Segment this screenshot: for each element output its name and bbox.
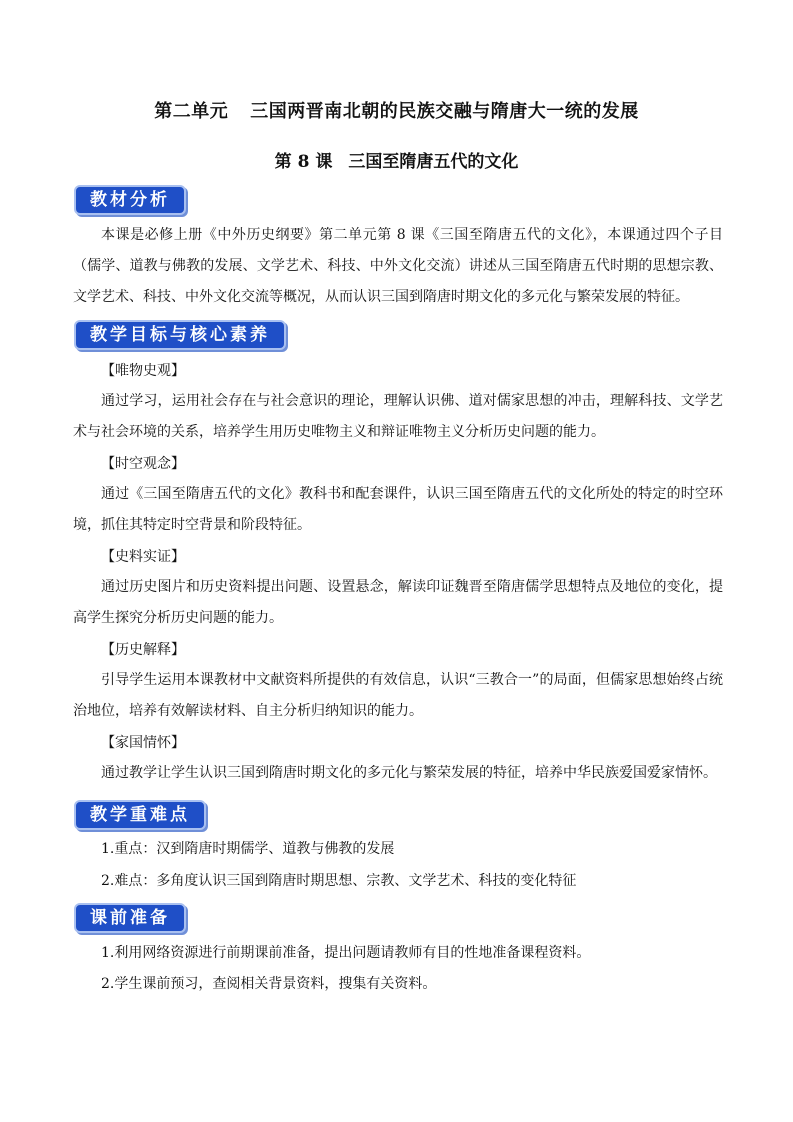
objective-text-materialism: 通过学习，运用社会存在与社会意识的理论，理解认识佛、道对儒家思想的冲击，理解科技、文学艺术与社会环境的关系，培养学生用历史唯物主义和辩证唯物主义分析历史问题的能力。 bbox=[73, 393, 723, 440]
objective-heading-interpretation: 【历史解释】 bbox=[101, 642, 185, 658]
lesson-title bbox=[70, 147, 723, 172]
key-point-line: 1.重点：汉到隋唐时期儒学、道教与佛教的发展 bbox=[101, 841, 395, 857]
lesson-title-text: 三国至隋唐五代的文化 bbox=[348, 152, 519, 172]
objective-text-spacetime: 通过《三国至隋唐五代的文化》教科书和配套课件，认识三国至隋唐五代的文化所处的特定的时空环境，抓住其特定时空背景和阶段特征。 bbox=[73, 486, 723, 533]
objective-heading-patriotism: 【家国情怀】 bbox=[101, 735, 185, 751]
unit-label: 第二单元 bbox=[154, 101, 229, 122]
section-badge-preparation: 课前准备 bbox=[74, 903, 186, 933]
preparation-line: 2.学生课前预习，查阅相关背景资料，搜集有关资料。 bbox=[101, 976, 437, 992]
section-badge-analysis: 教材分析 bbox=[74, 185, 186, 215]
objective-text-evidence: 通过历史图片和历史资料提出问题、设置悬念，解读印证魏晋至隋唐儒学思想特点及地位的变化，提高学生探究分析历史问题的能力。 bbox=[73, 579, 723, 626]
objective-heading-materialism: 【唯物史观】 bbox=[101, 363, 185, 379]
section-badge-key-points: 教学重难点 bbox=[74, 800, 206, 830]
objective-heading-spacetime: 【时空观念】 bbox=[101, 456, 185, 472]
objective-text-interpretation: 引导学生运用本课教材中文献资料所提供的有效信息，认识“三教合一”的局面，但儒家思想始终占统治地位，培养有效解读材料、自主分析归纳知识的能力。 bbox=[73, 672, 723, 719]
section-badge-objectives: 教学目标与核心素养 bbox=[74, 320, 286, 350]
analysis-paragraph: 本课是必修上册《中外历史纲要》第二单元第 8 课《三国至隋唐五代的文化》，本课通过四个子目（儒学、道教与佛教的发展、文学艺术、科技、中外文化交流）讲述从三国至隋唐五代时期的思想宗教、文学艺术、科技、中外文化交流等概况，从而认识三国到隋唐时期文化的多元化与繁荣发展的特征。 bbox=[73, 227, 723, 305]
unit-title-text: 三国两晋南北朝的民族交融与隋唐大一统的发展 bbox=[250, 101, 639, 122]
unit-title bbox=[70, 97, 723, 123]
objective-heading-evidence: 【史料实证】 bbox=[101, 549, 185, 565]
objective-text-patriotism: 通过教学让学生认识三国到隋唐时期文化的多元化与繁荣发展的特征，培养中华民族爱国爱家情怀。 bbox=[101, 765, 717, 781]
difficult-point-line: 2.难点：多角度认识三国到隋唐时期思想、宗教、文学艺术、科技的变化特征 bbox=[101, 873, 577, 889]
lesson-label: 第 8 课 bbox=[274, 152, 333, 172]
preparation-line: 1.利用网络资源进行前期课前准备，提出问题请教师有目的性地准备课程资料。 bbox=[101, 945, 591, 961]
